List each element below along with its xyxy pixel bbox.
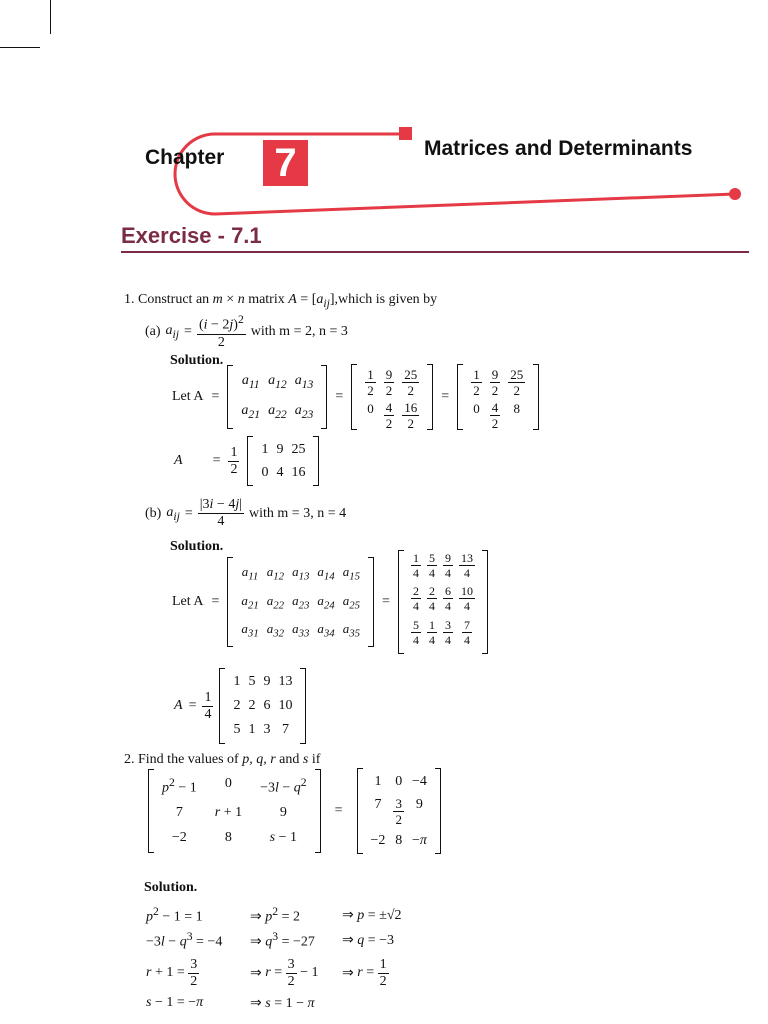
exercise-heading: Exercise - 7.1 [121, 223, 262, 248]
q2-left-matrix: $p^2 - 1$ 0 $-3l - q^2$ 7 r + 1 9 −2 8 s − 1 [148, 769, 321, 853]
q2-solution-steps [146, 904, 402, 1014]
q2-step-s: s − 1 = −π ⇒ s = 1 − π [146, 995, 315, 1011]
q1a-matrix-symbolic: $a_{11}$ $a_{12}$ $a_{13}$ $a_{21}$ $a_{22}$ $a_{23}$ [227, 365, 327, 429]
q2-equation: $p^2 - 1$ 0 $-3l - q^2$ 7 r + 1 9 −2 8 s − 1 = 1 0 −4 7 $\frac{3}{2}$ 9 −2 8 −π [148, 768, 441, 854]
chapter-word: Chapter [145, 146, 225, 169]
crop-mark-horizontal [0, 47, 40, 48]
crop-mark-vertical [50, 0, 51, 34]
q1b-solution-label: Solution. [170, 539, 224, 554]
chapter-title: Matrices and Determinants [424, 137, 693, 160]
q1b-let-a: Let A = $a_{11}$ $a_{12}$ $a_{13}$ $a_{14}$ $a_{15}$ $a_{21}$ $a_{22}$ $a_{23}$ $a_{24}$ $a_{25}$ $a_{31}$ $a_{32}$ $a_{33}$ $a_{34}$ $a_{35}$ = $\frac{1}{4}$ $\frac{5}{4}$ $\frac{9}{4}$ $\frac{13}{4}$ $\frac{2}{4}$ $\frac{2}{4}$ $\frac{6}{4}$ $\frac{10}{4}$ $\frac{5}{4}$ $\frac{1}{4}$ $\frac{3}{4}$ $\frac{7}{4}$ [172, 550, 488, 654]
q2-step-r: r + 1 = $\frac{3}{2}$ ⇒ r = $\frac{3}{2}$ − 1 ⇒ r = $\frac{1}{2}$ [146, 956, 387, 989]
q2-step-p: $p^2 - 1 = 1$ ⇒ $p^2 = 2$ ⇒ p = ±√2 [146, 904, 402, 925]
q1b-matrix-fractions: $\frac{1}{4}$ $\frac{5}{4}$ $\frac{9}{4}$ $\frac{13}{4}$ $\frac{2}{4}$ $\frac{2}{4}$ $\frac{6}{4}$ $\frac{10}{4}$ $\frac{5}{4}$ $\frac{1}{4}$ $\frac{3}{4}$ $\frac{7}{4}$ [398, 550, 488, 654]
chapter-number-badge [263, 140, 308, 186]
q2-right-matrix: 1 0 −4 7 $\frac{3}{2}$ 9 −2 8 −π [357, 768, 441, 854]
q1a-definition: (a) $a_{ij}$ = $\frac{(i - 2j)^2}{2}$ with m = 2, n = 3 [145, 313, 348, 350]
q1b-matrix-symbolic: $a_{11}$ $a_{12}$ $a_{13}$ $a_{14}$ $a_{15}$ $a_{21}$ $a_{22}$ $a_{23}$ $a_{24}$ $a_{25}$ $a_{31}$ $a_{32}$ $a_{33}$ $a_{34}$ $a_{35}$ [227, 557, 374, 647]
q1a-result-matrix: 1 9 25 0 4 16 [247, 436, 319, 486]
q1b-result: A = $\frac{1}{4}$ 1 5 9 13 2 2 6 10 5 1 3 7 [174, 668, 306, 744]
q1a-solution-label: Solution. [170, 353, 224, 368]
q1b-definition: (b) $a_{ij}$ = $\frac{|3i - 4j|}{4}$ with m = 3, n = 4 [145, 497, 347, 529]
q1-intro: 1. Construct an m × n matrix $A = [a_{ij}],which$ is given by [124, 292, 438, 310]
q1b-result-matrix: 1 5 9 13 2 2 6 10 5 1 3 7 [219, 668, 306, 744]
q1a-matrix-simplified: $\frac{1}{2}$ $\frac{9}{2}$ $\frac{25}{2}$ 0 $\frac{4}{2}$ 8 [457, 364, 539, 430]
q1a-matrix-fractions: $\frac{1}{2}$ $\frac{9}{2}$ $\frac{25}{2}$ 0 $\frac{4}{2}$ $\frac{16}{2}$ [351, 364, 433, 430]
q2-intro: 2. Find the values of p, q, r and s if [124, 752, 321, 767]
exercise-rule [121, 251, 749, 253]
q2-solution-label: Solution. [144, 880, 198, 895]
q2-step-q: $-3l - q^3 = -4$ ⇒ $q^3 = -27$ ⇒ q = −3 [146, 929, 395, 950]
q1a-let-a: Let A = $a_{11}$ $a_{12}$ $a_{13}$ $a_{21}$ $a_{22}$ $a_{23}$ = $\frac{1}{2}$ $\frac{9}{2}$ $\frac{25}{2}$ 0 $\frac{4}{2}$ $\frac{16}{2}$ = $\frac{1}{2}$ $\frac{9}{2}$ $\frac{25}{2}$ 0 $\frac{4}{2}$ 8 [172, 364, 539, 430]
q1a-result: A = $\frac{1}{2}$ 1 9 25 0 4 16 [174, 436, 319, 486]
chapter-number: 7 [274, 141, 297, 185]
